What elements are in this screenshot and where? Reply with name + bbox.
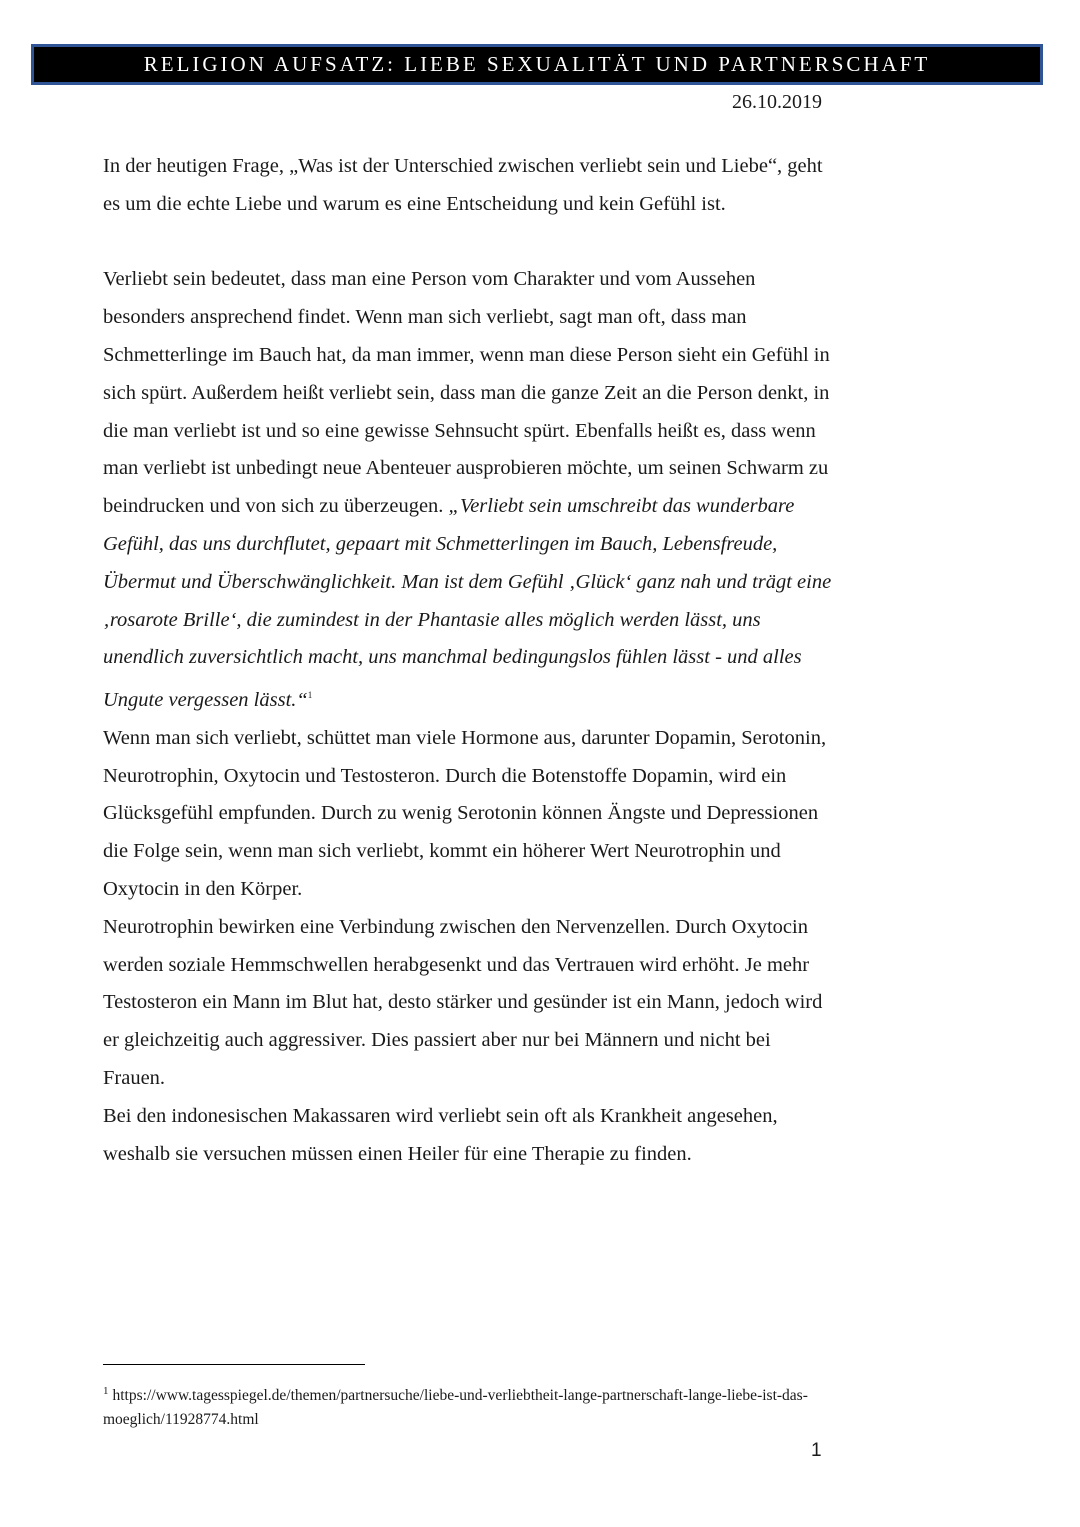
page-number: 1 — [811, 1440, 822, 1461]
paragraph-spacer — [103, 224, 833, 262]
footnote — [103, 1379, 823, 1432]
paragraph-hormones: Wenn man sich verliebt, schüttet man viele Hormone aus, darunter Dopamin, Serotonin, Neurotrophin, Oxytocin und Testosteron. Durch die Botenstoffe Dopamin, wird ein Glücksgefühl empfunden. Durch zu wenig Serotonin können Ängste und Depressionen die Folge sein, wenn man sich verliebt, kommt ein höherer Wert Neurotrophin und Oxytocin in den Körper. — [103, 726, 827, 900]
title-bar — [31, 44, 1043, 85]
footnote-reference[interactable]: 1 — [307, 690, 313, 701]
intro-paragraph: In der heutigen Frage, „Was ist der Unterschied zwischen verliebt sein und Liebe“, geht es um die echte Liebe und warum es eine Entscheidung und kein Gefühl ist. — [103, 155, 823, 215]
paragraph-in-love — [103, 261, 833, 719]
document-title: RELIGION AUFSATZ: LIEBE SEXUALITÄT UND PARTNERSCHAFT — [143, 52, 931, 76]
footnote-link[interactable]: https://www.tagesspiegel.de/themen/partnersuche/liebe-und-verliebtheit-lange-partnerschaft-lange-liebe-ist-das-moeglich/11928774.html — [103, 1387, 808, 1429]
footnote-divider — [103, 1364, 365, 1365]
paragraph-in-love-text: Verliebt sein bedeutet, dass man eine Person vom Charakter und vom Aussehen besonders ansprechend findet. Wenn man sich verliebt, sagt man oft, dass man Schmetterlinge im Bauch hat, da man immer, wenn man diese Person sieht ein Gefühl in sich spürt. Außerdem heißt verliebt sein, dass man die ganze Zeit an die Person denkt, in die man verliebt ist und so eine gewisse Sehnsucht spürt. Ebenfalls heißt es, dass wenn man verliebt ist unbedingt neue Abenteuer ausprobieren möchte, um seinen Schwarm zu beindrucken und von sich zu überzeugen. — [103, 268, 830, 518]
document-date: 26.10.2019 — [732, 91, 822, 113]
paragraph-neurotrophin: Neurotrophin bewirken eine Verbindung zwischen den Nervenzellen. Durch Oxytocin werden soziale Hemmschwellen herabgesenkt und das Vertrauen wird erhöht. Je mehr Testosteron ein Mann im Blut hat, desto stärker und gesünder ist ein Mann, jedoch wird er gleichzeitig auch aggressiver. Dies passiert aber nur bei Männern und nicht bei Frauen. — [103, 915, 823, 1089]
document-body — [103, 148, 833, 1173]
footnote-number: 1 — [103, 1385, 109, 1397]
quote-text: „Verliebt sein umschreibt das wunderbare Gefühl, das uns durchflutet, gepaart mit Schmetterlingen im Bauch, Lebensfreude, Übermut und Überschwänglichkeit. Man ist dem Gefühl ‚Glück‘ ganz nah und trägt eine ‚rosarote Brille‘, die zumindest in der Phantasie alles möglich werden lässt, uns unendlich zuversichtlich macht, uns manchmal bedingungslos fühlen lässt - und alles Ungute vergessen lässt.“ — [103, 495, 832, 711]
paragraph-makassar: Bei den indonesischen Makassaren wird verliebt sein oft als Krankheit angesehen, weshalb sie versuchen müssen einen Heiler für eine Therapie zu finden. — [103, 1104, 778, 1165]
